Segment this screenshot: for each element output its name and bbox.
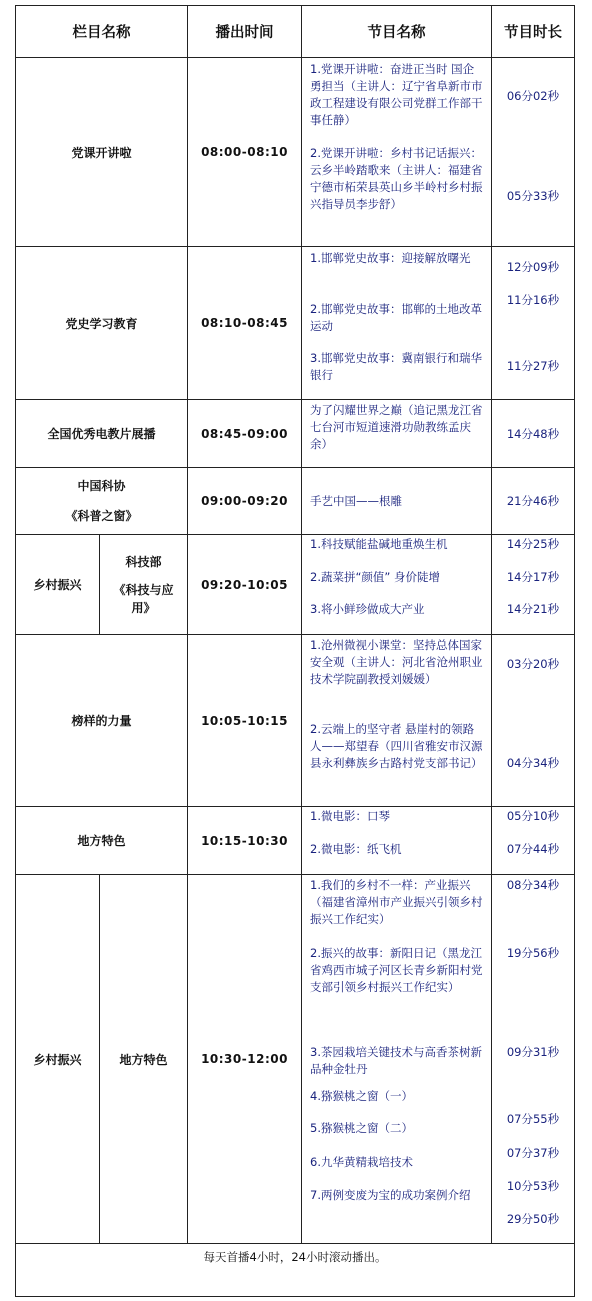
column-name-cell: 党史学习教育: [16, 247, 188, 400]
duration-cell: [492, 875, 575, 1244]
duration-item: 29分50秒: [506, 1212, 560, 1226]
program-cell: [302, 875, 492, 1244]
program-item: 1.党课开讲啦：奋进正当时 国企勇担当（主讲人：辽宁省阜新市市政工程建设有限公司党群工作部干事任静）: [310, 62, 483, 127]
table-row: [16, 535, 575, 635]
air-time-cell: 08:10-08:45: [188, 247, 302, 400]
sub-column-cell: 地方特色: [100, 875, 188, 1244]
header-row: [16, 6, 575, 58]
program-item: 2.邯郸党史故事：邯郸的土地改革运动: [310, 302, 482, 333]
duration-item: 14分21秒: [506, 602, 560, 616]
program-item: 1.科技赋能盐碱地重焕生机: [310, 537, 448, 551]
program-cell: [302, 58, 492, 247]
program-item: 为了闪耀世界之巅（追记黑龙江省七台河市短道速滑功勋教练孟庆余）: [310, 403, 483, 451]
table-row: [16, 400, 575, 468]
header-duration: 节目时长: [492, 6, 575, 58]
sub-column-line: 《科技与应用》: [113, 582, 174, 615]
program-cell: [302, 468, 492, 535]
duration-cell: [492, 807, 575, 875]
duration-item: 09分31秒: [506, 1045, 560, 1059]
duration-cell: [492, 58, 575, 247]
program-item: 1.沧州微视小课堂：坚持总体国家安全观（主讲人：河北省沧州职业技术学院副教授刘媛媛）: [310, 638, 483, 686]
program-cell: [302, 635, 492, 807]
program-item: 手艺中国——根雕: [310, 493, 402, 508]
header-air-time: 播出时间: [188, 6, 302, 58]
duration-cell: [492, 535, 575, 635]
air-time-cell: 10:30-12:00: [188, 875, 302, 1244]
sub-column-cell: [100, 535, 188, 635]
air-time-cell: 10:15-10:30: [188, 807, 302, 875]
header-column-name: 栏目名称: [16, 6, 188, 58]
duration-item: 11分16秒: [506, 293, 560, 307]
duration-item: 07分44秒: [506, 842, 560, 856]
column-name-line: 中国科协: [77, 479, 126, 493]
duration-cell: [492, 400, 575, 468]
column-name-cell: 地方特色: [16, 807, 188, 875]
column-name-line: 《科普之窗》: [65, 509, 138, 523]
table-row: [16, 807, 575, 875]
header-program-name: 节目名称: [302, 6, 492, 58]
duration-item: 05分10秒: [506, 809, 560, 823]
column-name-cell: 全国优秀电教片展播: [16, 400, 188, 468]
duration-cell: [492, 635, 575, 807]
table-row: [16, 247, 575, 400]
table-row: [16, 468, 575, 535]
duration-item: 07分55秒: [506, 1112, 560, 1126]
column-name-cell: 党课开讲啦: [16, 58, 188, 247]
program-cell: [302, 247, 492, 400]
duration-item: 11分27秒: [506, 359, 560, 373]
duration-item: 07分37秒: [506, 1146, 560, 1160]
group-name-cell: 乡村振兴: [16, 535, 100, 635]
duration-item: 14分25秒: [506, 537, 560, 551]
column-name-cell: [16, 468, 188, 535]
duration-item: 14分48秒: [506, 426, 560, 441]
duration-item: 04分34秒: [506, 756, 560, 770]
footer-row: [16, 1244, 575, 1297]
program-item: 2.党课开讲啦：乡村书记话振兴：云乡半岭踏歌来（主讲人：福建省宁德市柘荣县英山乡半岭村乡村振兴指导员李步舒）: [310, 146, 483, 211]
duration-cell: [492, 468, 575, 535]
program-item: 3.邯郸党史故事：冀南银行和瑞华银行: [310, 351, 482, 382]
column-name-cell: 榜样的力量: [16, 635, 188, 807]
program-cell: [302, 535, 492, 635]
duration-item: 06分02秒: [506, 89, 560, 103]
duration-item: 10分53秒: [506, 1179, 560, 1193]
program-item: 5.猕猴桃之窗（二）: [310, 1121, 413, 1135]
table-row: [16, 58, 575, 247]
program-cell: [302, 400, 492, 468]
group-name-cell: 乡村振兴: [16, 875, 100, 1244]
duration-item: 08分34秒: [506, 878, 560, 892]
air-time-cell: 10:05-10:15: [188, 635, 302, 807]
program-item: 2.振兴的故事：新阳日记（黑龙江省鸡西市城子河区长青乡新阳村党支部引领乡村振兴工作纪实）: [310, 946, 483, 994]
sub-column-line: 科技部: [125, 554, 162, 569]
air-time-cell: 08:45-09:00: [188, 400, 302, 468]
program-cell: [302, 807, 492, 875]
duration-item: 14分17秒: [506, 570, 560, 584]
program-item: 2.微电影：纸飞机: [310, 842, 402, 856]
program-item: 2.云端上的坚守者 悬崖村的领路人——郑望春（四川省雅安市汉源县永利彝族乡古路村党支部书记）: [310, 722, 483, 770]
program-item: 2.蔬菜拼“颜值” 身价陡增: [310, 570, 441, 584]
program-item: 3.将小鲜珍做成大产业: [310, 602, 425, 616]
footer-note: 每天首播4小时，24小时滚动播出。: [16, 1244, 575, 1297]
duration-item: 21分46秒: [506, 494, 560, 508]
air-time-cell: 09:00-09:20: [188, 468, 302, 535]
program-item: 4.猕猴桃之窗（一）: [310, 1089, 413, 1103]
duration-item: 03分20秒: [506, 657, 560, 671]
duration-item: 19分56秒: [506, 946, 560, 960]
duration-cell: [492, 247, 575, 400]
program-item: 3.茶园栽培关键技术与高香茶树新品种金牡丹: [310, 1045, 482, 1076]
duration-item: 12分09秒: [506, 260, 560, 274]
program-item: 1.我们的乡村不一样：产业振兴（福建省漳州市产业振兴引领乡村振兴工作纪实）: [310, 878, 483, 926]
air-time-cell: 08:00-08:10: [188, 58, 302, 247]
program-item: 7.两例变废为宝的成功案例介绍: [310, 1188, 471, 1202]
duration-item: 05分33秒: [506, 189, 560, 203]
table-row: [16, 635, 575, 807]
program-item: 6.九华黄精栽培技术: [310, 1155, 413, 1169]
air-time-cell: 09:20-10:05: [188, 535, 302, 635]
schedule-table: [15, 5, 575, 1297]
program-item: 1.微电影：口琴: [310, 809, 390, 823]
table-row: [16, 875, 575, 1244]
program-item: 1.邯郸党史故事：迎接解放曙光: [310, 251, 471, 265]
